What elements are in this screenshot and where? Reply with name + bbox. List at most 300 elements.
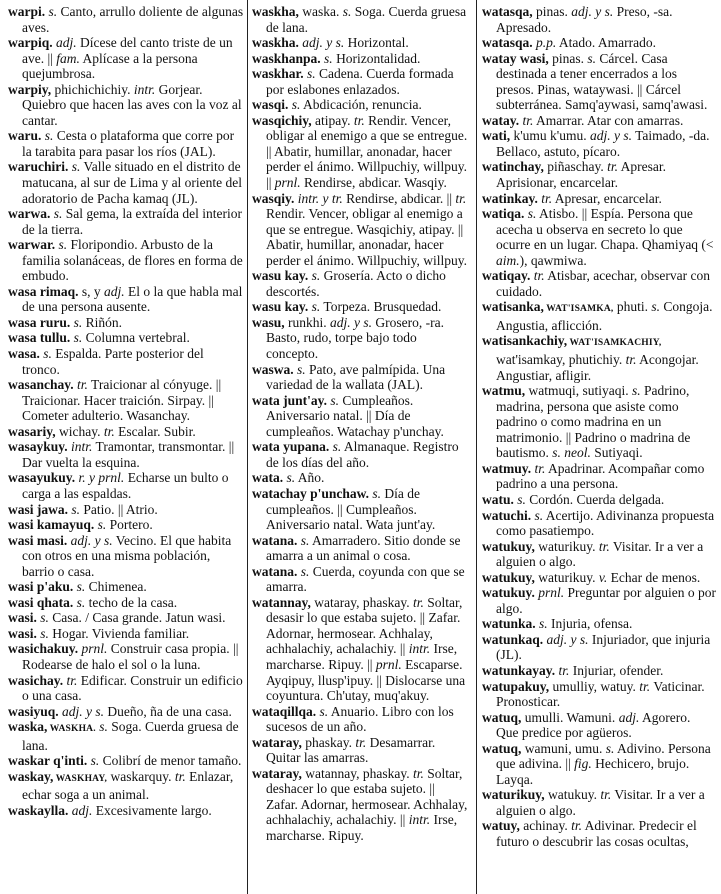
headword: wasqiy. xyxy=(252,190,295,206)
definition-text: Rendirse, abdicar. Wasqiy. xyxy=(300,175,447,191)
definition-text: Apresar, encarcelar. xyxy=(552,190,662,206)
headword: waskhar. xyxy=(252,66,304,82)
grammar-abbreviation: s. xyxy=(308,268,321,284)
grammar-abbreviation: intr. y tr. xyxy=(294,190,343,206)
dictionary-entry xyxy=(482,679,716,710)
headword: wasaykuy. xyxy=(8,439,68,455)
grammar-abbreviation: prnl. xyxy=(534,585,565,601)
definition-text: Desamarrar. Quitar las amarras. xyxy=(266,734,436,766)
headword: watunkayay. xyxy=(482,662,556,678)
definition-text: Soga. Cuerda gruesa de lana. xyxy=(266,4,467,35)
definition-text: Apresar. Aprisionar, encarcelar. xyxy=(496,159,667,191)
dictionary-entry xyxy=(482,461,716,492)
grammar-abbreviation: s. xyxy=(293,361,306,377)
headword: wasi p'aku. xyxy=(8,579,74,595)
definition-text: piñaschay. xyxy=(543,159,604,175)
definition-text: Amarrar. Atar con amarras. xyxy=(533,112,684,128)
grammar-abbreviation: s. neol. xyxy=(548,445,591,461)
dictionary-entry xyxy=(8,330,244,346)
headword: wata. xyxy=(252,470,284,486)
definition-text: phuti. xyxy=(613,299,649,315)
headword: watuq, xyxy=(482,709,522,725)
grammar-abbreviation: tr. xyxy=(63,672,78,688)
definition-text: Cesta o plataforma que corre por la tarabita para pasar los ríos (JAL). xyxy=(22,128,235,159)
definition-text: Cuerda, coyunda con que se amarra. xyxy=(266,563,465,595)
headword: wasiyuq. xyxy=(8,703,59,719)
headword: wasichakuy. xyxy=(8,641,79,657)
grammar-abbreviation: s. xyxy=(39,346,52,362)
headword: watana. xyxy=(252,563,298,579)
grammar-abbreviation: tr. xyxy=(409,594,424,610)
grammar-abbreviation: adj. y s. xyxy=(298,35,345,51)
grammar-abbreviation: s. xyxy=(513,491,526,507)
definition-text: Portero. xyxy=(106,517,153,533)
headword: watinkay. xyxy=(482,190,538,206)
definition-text: Espalda. Parte posterior del tronco. xyxy=(22,346,204,377)
definition-text: Dueño, ña de una casa. xyxy=(104,703,232,719)
headword: warwar. xyxy=(8,237,56,253)
headword: watmuy. xyxy=(482,460,532,476)
definition-text: Visitar. Ir a ver a alguien o algo. xyxy=(496,787,705,818)
headword: waskhanpa. xyxy=(252,50,321,66)
dictionary-entry xyxy=(8,719,244,753)
grammar-abbreviation: s. xyxy=(531,507,544,523)
headword: wasa tullu. xyxy=(8,330,71,346)
headword: waturikuy, xyxy=(482,787,545,803)
headword: watannay, xyxy=(252,594,311,610)
grammar-abbreviation: tr. xyxy=(597,787,612,803)
definition-text: Patio. || Atrio. xyxy=(80,501,158,517)
definition-text: Excesivamente largo. xyxy=(92,802,212,818)
definition-text: waturikuy. xyxy=(534,538,596,554)
headword: waruchiri. xyxy=(8,159,69,175)
headword: wasa. xyxy=(8,346,40,362)
dictionary-column-3 xyxy=(482,4,716,850)
dictionary-entry xyxy=(8,753,244,769)
headword: watupakuy, xyxy=(482,678,550,694)
definition-text: Rendir. Vencer, obligar al enemigo a que se entregue. Wasqichiy, atipay. || Abatir, humillar, anonadar, hacer perder el ánimo. Willpuchiy, willpuy. xyxy=(266,206,468,268)
definition-text: Anuario. Libro con los sucesos de un año. xyxy=(266,703,454,735)
definition-text: runkhi. xyxy=(284,314,327,330)
grammar-abbreviation: intr. xyxy=(405,641,431,657)
dictionary-entry xyxy=(8,35,244,82)
grammar-abbreviation: adj. y s. xyxy=(586,128,632,144)
grammar-abbreviation: tr. xyxy=(555,662,570,678)
headword: watunkaq. xyxy=(482,631,544,647)
dictionary-entry xyxy=(482,333,716,383)
definition-text: Vaticinar. Pronosticar. xyxy=(496,678,705,710)
definition-text: Preso, -sa. Apresado. xyxy=(496,4,673,35)
headword: watachay p'unchaw. xyxy=(252,485,370,501)
headword: watuq, xyxy=(482,740,522,756)
grammar-abbreviation: s. xyxy=(628,383,641,399)
grammar-abbreviation: tr. xyxy=(171,768,186,784)
column-divider xyxy=(476,0,477,894)
grammar-abbreviation: s. xyxy=(36,610,49,626)
headword: wasqi. xyxy=(252,97,289,113)
dictionary-entry xyxy=(252,393,470,440)
dictionary-entry xyxy=(8,610,244,626)
dictionary-entry xyxy=(252,299,470,315)
dictionary-entry xyxy=(8,641,244,672)
grammar-abbreviation: s. xyxy=(329,439,342,455)
grammar-abbreviation: fam. xyxy=(52,50,80,66)
grammar-abbreviation: s. xyxy=(73,579,86,595)
dictionary-column-1 xyxy=(8,4,244,818)
definition-text: Atisbo. || Espía. Persona que acecha u observa en secreto lo que ocurre en un lugar. Chapa. Qhamiyaq (< xyxy=(496,206,714,253)
headword: wata junt'ay. xyxy=(252,392,328,408)
headword: wasu kay. xyxy=(252,268,309,284)
grammar-abbreviation: s. xyxy=(73,594,86,610)
grammar-abbreviation: adj. xyxy=(100,283,125,299)
definition-text: Rendirse, abdicar. || xyxy=(342,190,453,206)
headword: warpiq. xyxy=(8,35,53,51)
dictionary-entry xyxy=(482,616,716,632)
dictionary-entry xyxy=(252,564,470,595)
dictionary-entry xyxy=(8,346,244,377)
dictionary-entry xyxy=(8,159,244,206)
dictionary-entry xyxy=(8,284,244,315)
dictionary-entry xyxy=(482,4,716,35)
definition-text: Sal gema, la extraída del interior de la tierra. xyxy=(22,206,242,237)
grammar-abbreviation: s. xyxy=(36,625,49,641)
headword: watana. xyxy=(252,532,298,548)
grammar-abbreviation: s. xyxy=(297,563,310,579)
dictionary-entry xyxy=(482,492,716,508)
headword: wasa rimaq. xyxy=(8,283,79,299)
grammar-abbreviation: tr. xyxy=(352,734,367,750)
grammar-abbreviation: tr. xyxy=(635,678,651,694)
grammar-abbreviation: s. xyxy=(45,4,58,19)
definition-text: pinas. xyxy=(532,4,568,19)
grammar-abbreviation: r. y prnl. xyxy=(75,470,125,486)
grammar-abbreviation: s. xyxy=(288,97,301,113)
definition-text: Año. xyxy=(295,470,325,486)
headword: waskar q'inti. xyxy=(8,753,88,769)
dictionary-entry xyxy=(252,315,470,362)
grammar-abbreviation: tr. xyxy=(530,268,545,284)
definition-text: Escalar. Subir. xyxy=(114,423,196,439)
definition-text: Almanaque. Registro de los días del año. xyxy=(266,439,459,470)
grammar-abbreviation: s. xyxy=(297,532,310,548)
dictionary-entry xyxy=(8,769,244,803)
definition-text: Soltar, deshacer lo que estaba sujeto. || Zafar. Adornar, hermosear. Achhalay, achhalachiy, achalachiy. || xyxy=(266,765,468,828)
definition-text: pinas. xyxy=(548,50,584,66)
headword: wasi masi. xyxy=(8,532,68,548)
definition-text: Abdicación, renuncia. xyxy=(300,97,422,113)
variant-smallcaps: WAT'ISAMKA, xyxy=(543,304,614,315)
grammar-abbreviation: adj. xyxy=(615,709,640,725)
headword: watuy, xyxy=(482,818,520,834)
headword: wasu, xyxy=(252,314,285,330)
dictionary-entry xyxy=(8,315,244,331)
dictionary-entry xyxy=(8,673,244,704)
variant-smallcaps: WASKHAY, xyxy=(53,773,108,784)
definition-text: Columna vertebral. xyxy=(82,330,190,346)
dictionary-entry xyxy=(482,206,716,268)
definition-text: Taimado, -da. Bellaco, astuto, pícaro. xyxy=(496,128,710,159)
definition-text: Irse, marcharse. Ripuy. || xyxy=(266,641,458,672)
dictionary-entry xyxy=(8,502,244,518)
definition-text: Adivinar. Predecir el futuro o descubrir las cosas ocultas, xyxy=(496,818,697,849)
dictionary-entry xyxy=(8,4,244,35)
grammar-abbreviation: s. xyxy=(95,719,108,735)
definition-text: Soga. Cuerda gruesa de lana. xyxy=(22,719,239,753)
dictionary-entry xyxy=(252,362,470,393)
variant-smallcaps: WAT'ISAMKACHIY, xyxy=(567,338,662,349)
dictionary-entry xyxy=(252,97,470,113)
grammar-abbreviation: tr. xyxy=(350,112,365,128)
dictionary-entry xyxy=(482,710,716,741)
headword: waswa. xyxy=(252,361,294,377)
dictionary-entry xyxy=(482,570,716,586)
grammar-abbreviation: s. xyxy=(70,314,83,330)
dictionary-entry xyxy=(8,579,244,595)
grammar-abbreviation: adj. y s. xyxy=(58,703,105,719)
dictionary-entry xyxy=(252,595,470,704)
headword: waska, xyxy=(8,719,48,735)
dictionary-entry xyxy=(8,82,244,129)
dictionary-entry xyxy=(8,803,244,819)
headword: warpiy, xyxy=(8,81,52,97)
grammar-abbreviation: s. xyxy=(41,128,54,144)
headword: wataqillqa. xyxy=(252,703,317,719)
dictionary-entry xyxy=(8,206,244,237)
definition-text: Cárcel. Casa destinada a tener encerrados a los presos. Pinas, wataywasi. || Cárcel subterránea. Samq'aywasi, samq'awasi. xyxy=(496,50,708,113)
grammar-abbreviation: adj. xyxy=(52,35,77,51)
definition-text: phaskay. xyxy=(301,734,352,750)
definition-text: wamuni, umu. xyxy=(521,740,603,756)
dictionary-entry xyxy=(252,533,470,564)
definition-text: Atado. Amarrado. xyxy=(556,35,656,51)
definition-text: umulli. Wamuni. xyxy=(521,709,616,725)
grammar-abbreviation: s. xyxy=(94,517,107,533)
headword: watu. xyxy=(482,491,514,507)
definition-text: achinay. xyxy=(519,818,568,834)
definition-text: waska. xyxy=(298,4,340,19)
dictionary-entry xyxy=(8,237,244,284)
definition-text: Traicionar al cónyuge. || Traicionar. Hacer traición. Sirpay. || Cometer adulterio. Wasanchay. xyxy=(22,377,222,424)
definition-text: watannay, phaskay. xyxy=(301,765,410,781)
dictionary-entry xyxy=(482,787,716,818)
definition-text: Construir casa propia. || Rodearse de halo el sol o la luna. xyxy=(22,641,239,672)
dictionary-entry xyxy=(252,191,470,269)
dictionary-entry xyxy=(252,470,470,486)
dictionary-entry xyxy=(252,66,470,97)
headword: watiqay. xyxy=(482,268,531,284)
definition-text: Irse, marcharse. Ripuy. xyxy=(266,812,458,843)
definition-text: Sutiyaqi. xyxy=(590,445,643,461)
grammar-abbreviation: tr. xyxy=(531,460,546,476)
grammar-abbreviation: tr. xyxy=(100,423,115,439)
headword: waskha, xyxy=(252,4,299,19)
dictionary-entry xyxy=(252,486,470,533)
definition-text: Dícese del canto triste de un ave. || xyxy=(22,35,233,66)
definition-text: Gorjear. Quiebro que hacen las aves con la voz al cantar. xyxy=(22,81,242,128)
grammar-abbreviation: intr. xyxy=(130,81,156,97)
grammar-abbreviation: adj. y s. xyxy=(67,532,113,548)
grammar-abbreviation: adj. xyxy=(68,802,93,818)
definition-text: wataray, phaskay. xyxy=(310,594,410,610)
dictionary-entry xyxy=(482,741,716,788)
grammar-abbreviation: tr. xyxy=(622,352,637,368)
dictionary-entry xyxy=(8,439,244,470)
definition-text: waskarquy. xyxy=(107,768,172,784)
grammar-abbreviation: prnl. xyxy=(271,175,301,191)
definition-text: Acongojar. Angustiar, afligir. xyxy=(496,352,699,383)
headword: wasariy, xyxy=(8,423,56,439)
headword: wasqichiy, xyxy=(252,112,312,128)
grammar-abbreviation: tr. xyxy=(519,112,534,128)
definition-text: Apadrinar. Acompañar como padrino a una persona. xyxy=(496,460,705,492)
grammar-abbreviation: s. xyxy=(70,330,83,346)
grammar-abbreviation: s. xyxy=(320,50,333,66)
grammar-abbreviation: s. xyxy=(327,392,340,408)
headword: wasi. xyxy=(8,610,37,626)
headword: waskay, xyxy=(8,768,54,784)
dictionary-entry xyxy=(8,533,244,580)
grammar-abbreviation: fig. xyxy=(570,756,592,772)
dictionary-entry xyxy=(482,508,716,539)
definition-text: Adivino. Persona que adivina. || xyxy=(496,740,711,772)
headword: waru. xyxy=(8,128,42,144)
variant-smallcaps: WASKHA. xyxy=(47,724,96,735)
definition-text: s, y xyxy=(78,283,101,299)
dictionary-entry xyxy=(252,735,470,766)
headword: watisanka, xyxy=(482,299,544,315)
dictionary-entry xyxy=(252,704,470,735)
column-divider xyxy=(247,0,248,894)
headword: wasi jawa. xyxy=(8,501,68,517)
definition-text: Injuria, ofensa. xyxy=(547,616,633,632)
grammar-abbreviation: s. xyxy=(369,485,382,501)
definition-text: Casa. / Casa grande. Jatun wasi. xyxy=(48,610,226,626)
definition-text: Padrino, madrina, persona que asiste como padrino o como madrina en un matrimonio. || Padrino o madrina de bautismo. xyxy=(496,383,691,461)
grammar-abbreviation: s. xyxy=(648,299,661,315)
dictionary-entry xyxy=(8,128,244,159)
grammar-abbreviation: v. xyxy=(595,569,608,585)
definition-text: Cadena. Cuerda formada por eslabones enlazados. xyxy=(266,66,454,97)
dictionary-entry xyxy=(482,159,716,190)
definition-text: Cumpleaños. Aniversario natal. || Día de cumpleaños. Watachay p'unchay. xyxy=(266,392,444,439)
definition-text: Día de cumpleaños. || Cumpleaños. Aniversario natal. Wata junt'ay. xyxy=(266,485,436,533)
definition-text: Floripondio. Arbusto de la familia solanáceas, de flores en forma de embudo. xyxy=(22,237,243,284)
grammar-abbreviation: intr. xyxy=(67,439,93,455)
definition-text: Atisbar, acechar, observar con cuidado. xyxy=(496,268,710,299)
definition-text: k'umu k'umu. xyxy=(510,128,587,144)
dictionary-entry xyxy=(482,113,716,129)
grammar-abbreviation: aim. xyxy=(496,252,520,268)
headword: waskha. xyxy=(252,35,299,51)
headword: wasi qhata. xyxy=(8,594,74,610)
dictionary-entry xyxy=(482,539,716,570)
headword: wataray, xyxy=(252,765,302,781)
definition-text: Canto, arrullo doliente de algunas aves. xyxy=(22,4,244,35)
grammar-abbreviation: s. xyxy=(339,4,352,19)
definition-text: Echar de menos. xyxy=(607,569,701,585)
definition-text: Amarradero. Sitio donde se amarra a un animal o cosa. xyxy=(266,532,461,564)
headword: warpi. xyxy=(8,4,46,19)
definition-text: Horizontalidad. xyxy=(332,50,421,66)
grammar-abbreviation: s. xyxy=(50,206,63,222)
grammar-abbreviation: prnl. xyxy=(78,641,108,657)
dictionary-column-2 xyxy=(252,4,470,844)
dictionary-entry xyxy=(8,626,244,642)
definition-text: Riñón. xyxy=(82,314,123,330)
grammar-abbreviation: s. xyxy=(602,740,615,756)
headword: watay wasi, xyxy=(482,50,549,66)
headword: watmu, xyxy=(482,383,526,399)
dictionary-entry xyxy=(482,191,716,207)
definition-text: Congoja. Angustia, aflicción. xyxy=(496,299,713,333)
definition-text: Tramontar, transmontar. || Dar vuelta la esquina. xyxy=(22,439,235,470)
definition-text: Hechicero, brujo. Layqa. xyxy=(496,756,690,787)
dictionary-entry xyxy=(252,4,470,35)
dictionary-entry xyxy=(482,35,716,51)
definition-text: atipay. xyxy=(311,112,351,128)
definition-text: Escaparse. Ayqipuy, llusp'ipuy. || Dislocarse una coyuntura. Ch'utay, muq'akuy. xyxy=(266,656,466,704)
grammar-abbreviation: tr. xyxy=(603,159,619,175)
definition-text: Echarse un bulto o carga a las espaldas. xyxy=(22,470,229,501)
definition-text: watmuqi, sutiyaqi. xyxy=(525,383,629,399)
grammar-abbreviation: p.p. xyxy=(532,35,557,51)
definition-text: Visitar. Ir a ver a alguien o algo. xyxy=(496,538,704,570)
dictionary-entry xyxy=(482,268,716,299)
definition-text: Grosero, -ra. Basto, rudo, torpe bajo todo concepto. xyxy=(266,314,444,362)
headword: watasqa. xyxy=(482,35,533,51)
definition-text: Vecino. El que habita con otros en una misma población, barrio o casa. xyxy=(22,532,232,579)
dictionary-entry xyxy=(252,766,470,844)
definition-text: watukuy. xyxy=(544,787,598,803)
grammar-abbreviation: s. xyxy=(68,501,81,517)
definition-text: Chimenea. xyxy=(85,579,147,595)
grammar-abbreviation: s. xyxy=(68,159,81,175)
grammar-abbreviation: s. xyxy=(308,299,321,315)
dictionary-entry xyxy=(8,470,244,501)
definition-text: Horizontal. xyxy=(344,35,409,51)
headword: watunka. xyxy=(482,616,536,632)
definition-text: Agorero. Que predice por agüeros. xyxy=(496,709,691,741)
grammar-abbreviation: tr. xyxy=(409,765,424,781)
headword: watukuy. xyxy=(482,585,535,601)
definition-text: Edificar. Construir un edificio o una casa. xyxy=(22,672,243,704)
dictionary-entry xyxy=(8,704,244,720)
headword: watiqa. xyxy=(482,206,525,222)
definition-text: Injuriador, que injuria (JL). xyxy=(496,631,711,663)
grammar-abbreviation: intr. xyxy=(405,812,431,828)
definition-text: Colibrí de menor tamaño. xyxy=(99,753,242,769)
grammar-abbreviation: tr. xyxy=(73,377,88,393)
dictionary-entry xyxy=(252,268,470,299)
headword: watukuy, xyxy=(482,569,535,585)
dictionary-entry xyxy=(482,663,716,679)
headword: wasichay. xyxy=(8,672,64,688)
definition-text: Rendir. Vencer, obligar al enemigo a que se entregue. || Abatir, humillar, anonadar, hacer perder el ánimo. Willpuchiy, willpuy. || xyxy=(266,112,468,191)
headword: wasi kamayuq. xyxy=(8,517,95,533)
definition-text: wat'isamkay, phutichiy. xyxy=(496,352,623,368)
grammar-abbreviation: adj. y s. xyxy=(543,631,589,647)
definition-text: wichay. xyxy=(55,423,101,439)
headword: wasanchay. xyxy=(8,377,74,393)
headword: watisankachiy, xyxy=(482,333,568,349)
dictionary-entry xyxy=(482,383,716,461)
definition-text: Pato, ave palmípida. Una variedad de la wallata (JAL). xyxy=(266,361,446,393)
definition-text: Valle situado en el distrito de matucana, al sur de Lima y al oriente del adoratorio de Pacha kamaq (JL). xyxy=(22,159,243,206)
grammar-abbreviation: tr. xyxy=(595,538,610,554)
grammar-abbreviation: s. xyxy=(55,237,68,253)
grammar-abbreviation: prnl. xyxy=(372,656,402,672)
definition-text: ), qawmiwa. xyxy=(519,252,587,268)
